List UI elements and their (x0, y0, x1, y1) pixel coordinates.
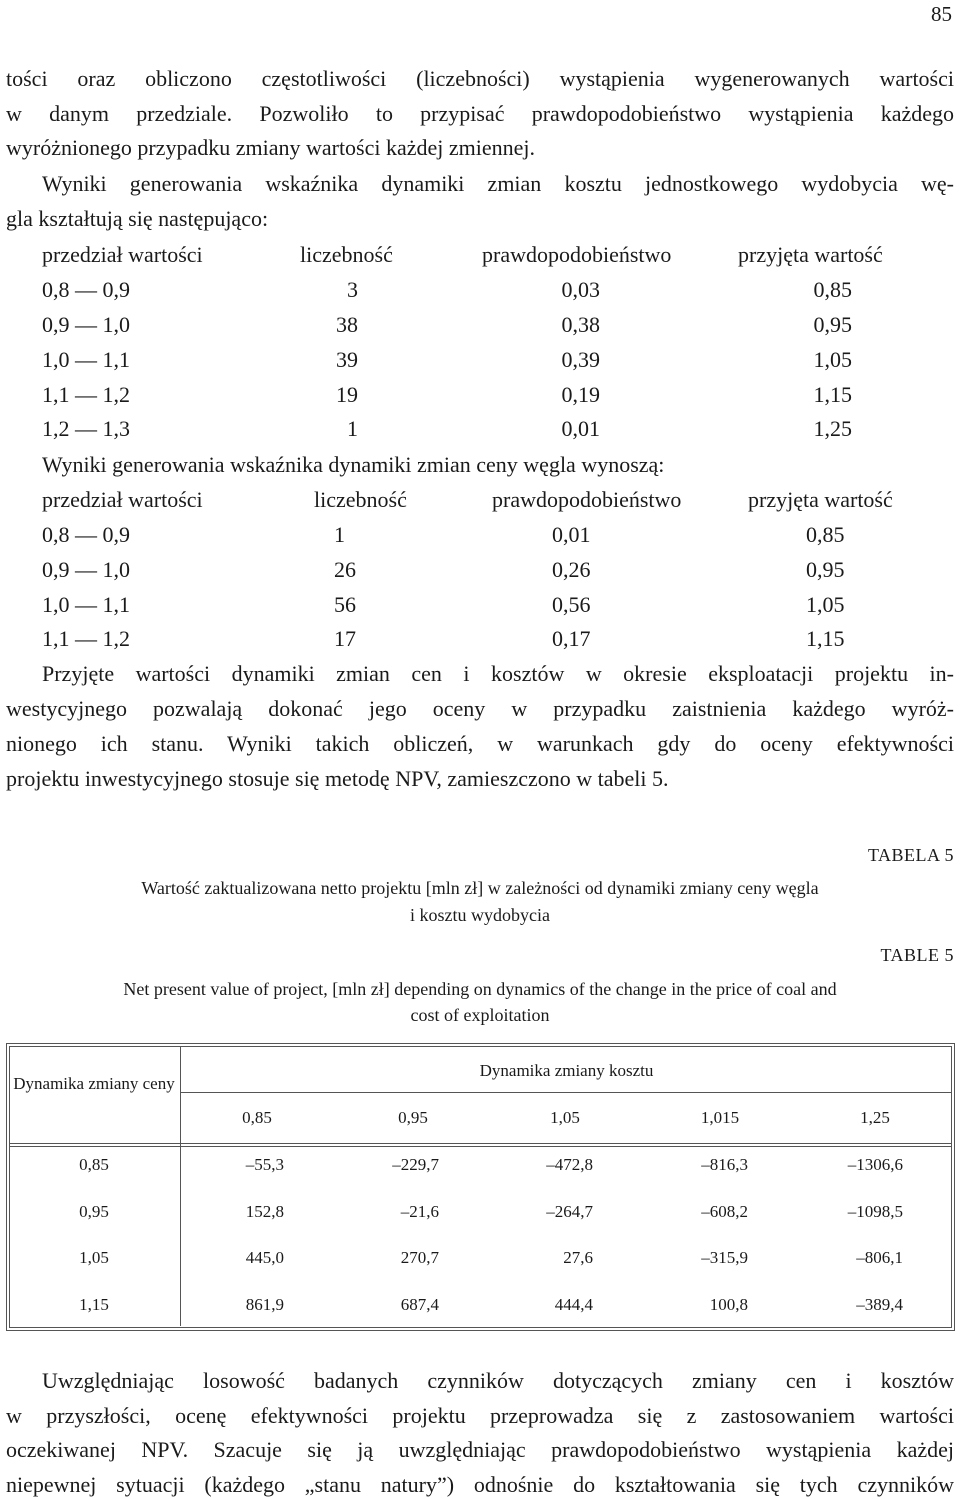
list2-cell: 17 (334, 626, 356, 651)
list2-cell: 0,85 (806, 522, 845, 547)
list2-cell: 0,17 (552, 626, 591, 651)
list1-cell: 1 (347, 416, 358, 441)
list2-cell: 1,15 (806, 626, 845, 651)
table-divider (181, 1092, 952, 1093)
list2-cell: 56 (334, 592, 356, 617)
list2-header: przedział wartości (42, 487, 203, 512)
column-header: 0,85 (242, 1108, 272, 1127)
list1-cell: 3 (347, 277, 358, 302)
table-cell: –816,3 (701, 1155, 748, 1174)
text-line: w danym przedziale. Pozwoliło to przypisać prawdopodobieństwo wystąpienia każdego (6, 101, 954, 126)
table-cell: 445,0 (245, 1248, 284, 1267)
list1-header-row (0, 242, 960, 274)
text-line: Przyjęte wartości dynamiki zmian cen i kosztów w okresie eksploatacji projektu in- (42, 661, 954, 686)
list2-header: prawdopodobieństwo (492, 487, 682, 512)
list1-cell: 1,0 — 1,1 (42, 347, 130, 372)
row-label: 1,15 (79, 1295, 109, 1314)
list1-cell: 38 (336, 312, 358, 337)
table-cell: –1098,5 (847, 1202, 903, 1221)
list1-cell: 0,01 (561, 416, 600, 441)
list1-cell: 0,85 (813, 277, 852, 302)
table-caption-pl: i kosztu wydobycia (410, 905, 550, 925)
list2-cell: 0,56 (552, 592, 591, 617)
list1-cell: 1,05 (813, 347, 852, 372)
table-row (9, 1155, 952, 1181)
table-caption-en: Net present value of project, [mln zł] depending on dynamics of the change in the price of coal and (123, 979, 837, 999)
list2-cell: 1,0 — 1,1 (42, 592, 130, 617)
list1-header: przyjęta wartość (738, 242, 883, 267)
list1-cell: 19 (336, 382, 358, 407)
text-line: tości oraz obliczono częstotliwości (liczebności) wystąpienia wygenerowanych wartości (6, 66, 954, 91)
column-header: 1,05 (550, 1108, 580, 1127)
list2-cell: 0,01 (552, 522, 591, 547)
list2-row (0, 522, 960, 554)
table-label-en: TABLE 5 (880, 945, 954, 965)
row-header: Dynamika zmiany ceny (13, 1074, 175, 1093)
text-line: Wyniki generowania wskaźnika dynamiki zmian ceny węgla wynoszą: (42, 452, 665, 477)
list2-cell: 1 (334, 522, 345, 547)
list1-cell: 39 (336, 347, 358, 372)
text-line: niepewnej sytuacji (każdego „stanu natury”) odnośnie do kształtowania się tych czynników (6, 1472, 954, 1497)
list2-header: liczebność (314, 487, 407, 512)
list1-cell: 0,19 (561, 382, 600, 407)
table-cell: 861,9 (245, 1295, 284, 1314)
list2-row (0, 592, 960, 624)
text-line: wyróżnionego przypadku zmiany wartości każdej zmiennej. (6, 135, 536, 160)
table-cell: 152,8 (245, 1202, 284, 1221)
list1-header: prawdopodobieństwo (482, 242, 672, 267)
list1-row (0, 347, 960, 379)
list1-cell: 1,2 — 1,3 (42, 416, 130, 441)
row-label: 1,05 (79, 1248, 109, 1267)
text-line: w przyszłości, ocenę efektywności projektu przeprowadza się z zastosowaniem wartości (6, 1403, 954, 1428)
list1-row (0, 312, 960, 344)
list1-row (0, 382, 960, 414)
list2-row (0, 557, 960, 589)
column-header: 1,25 (860, 1108, 890, 1127)
text-line: westycyjnego pozwalają dokonać jego oceny w przypadku zaistnienia każdego wyróż- (6, 696, 954, 721)
text-line: nionego ich stanu. Wyniki takich obliczeń, w warunkach gdy do oceny efektywności (6, 731, 954, 756)
table-divider (180, 1046, 181, 1326)
row-label: 0,85 (79, 1155, 109, 1174)
column-group-header: Dynamika zmiany kosztu (479, 1061, 654, 1080)
list1-header: przedział wartości (42, 242, 203, 267)
list2-cell: 0,9 — 1,0 (42, 557, 130, 582)
table-cell: –264,7 (546, 1202, 593, 1221)
text-line: oczekiwanej NPV. Szacuje się ją uwzględniając prawdopodobieństwo wystąpienia każdej (6, 1437, 954, 1462)
table-divider (9, 1146, 952, 1147)
table-cell: –315,9 (701, 1248, 748, 1267)
list1-cell: 0,38 (561, 312, 600, 337)
list1-cell: 1,15 (813, 382, 852, 407)
list2-cell: 0,26 (552, 557, 591, 582)
text-line: projektu inwestycyjnego stosuje się metodę NPV, zamieszczono w tabeli 5. (6, 766, 669, 791)
table-cell: –608,2 (701, 1202, 748, 1221)
list1-cell: 0,9 — 1,0 (42, 312, 130, 337)
list1-row (0, 277, 960, 309)
list1-header: liczebność (300, 242, 393, 267)
table-divider (9, 1143, 952, 1144)
table-cell: –21,6 (400, 1202, 439, 1221)
list2-header: przyjęta wartość (748, 487, 893, 512)
table-caption-en: cost of exploitation (410, 1005, 550, 1025)
list1-cell: 1,1 — 1,2 (42, 382, 130, 407)
list2-row (0, 626, 960, 658)
column-header: 1,015 (700, 1108, 740, 1127)
list1-cell: 0,8 — 0,9 (42, 277, 130, 302)
table-cell: 687,4 (400, 1295, 439, 1314)
list1-cell: 0,95 (813, 312, 852, 337)
list1-cell: 0,39 (561, 347, 600, 372)
list2-cell: 1,05 (806, 592, 845, 617)
list2-cell: 26 (334, 557, 356, 582)
list2-cell: 1,1 — 1,2 (42, 626, 130, 651)
list2-cell: 0,8 — 0,9 (42, 522, 130, 547)
list1-row (0, 416, 960, 448)
table-cell: 270,7 (400, 1248, 439, 1267)
text-line: gla kształtują się następująco: (6, 206, 269, 231)
table-cell: 27,6 (563, 1248, 593, 1267)
text-line: Wyniki generowania wskaźnika dynamiki zmian kosztu jednostkowego wydobycia wę- (42, 171, 954, 196)
table-cell: –229,7 (392, 1155, 439, 1174)
table-cell: –806,1 (856, 1248, 903, 1267)
column-headers (181, 1108, 952, 1134)
table-row (9, 1295, 952, 1321)
table-label-pl: TABELA 5 (867, 845, 954, 865)
table-cell: –55,3 (245, 1155, 284, 1174)
table-cell: –472,8 (546, 1155, 593, 1174)
table-row (9, 1202, 952, 1228)
table-cell: 444,4 (554, 1295, 593, 1314)
table-row (9, 1248, 952, 1274)
table-cell: –389,4 (856, 1295, 903, 1314)
list2-cell: 0,95 (806, 557, 845, 582)
table-caption-pl: Wartość zaktualizowana netto projektu [mln zł] w zależności od dynamiki zmiany ceny węgla (141, 878, 819, 898)
list2-header-row (0, 487, 960, 519)
table-cell: –1306,6 (847, 1155, 903, 1174)
row-label: 0,95 (79, 1202, 109, 1221)
list1-cell: 0,03 (561, 277, 600, 302)
text-line: Uwzględniając losowość badanych czynników dotyczących zmiany cen i kosztów (42, 1368, 954, 1393)
table-cell: 100,8 (709, 1295, 748, 1314)
list1-cell: 1,25 (813, 416, 852, 441)
page-number: 85 (931, 2, 952, 26)
column-header: 0,95 (398, 1108, 428, 1127)
